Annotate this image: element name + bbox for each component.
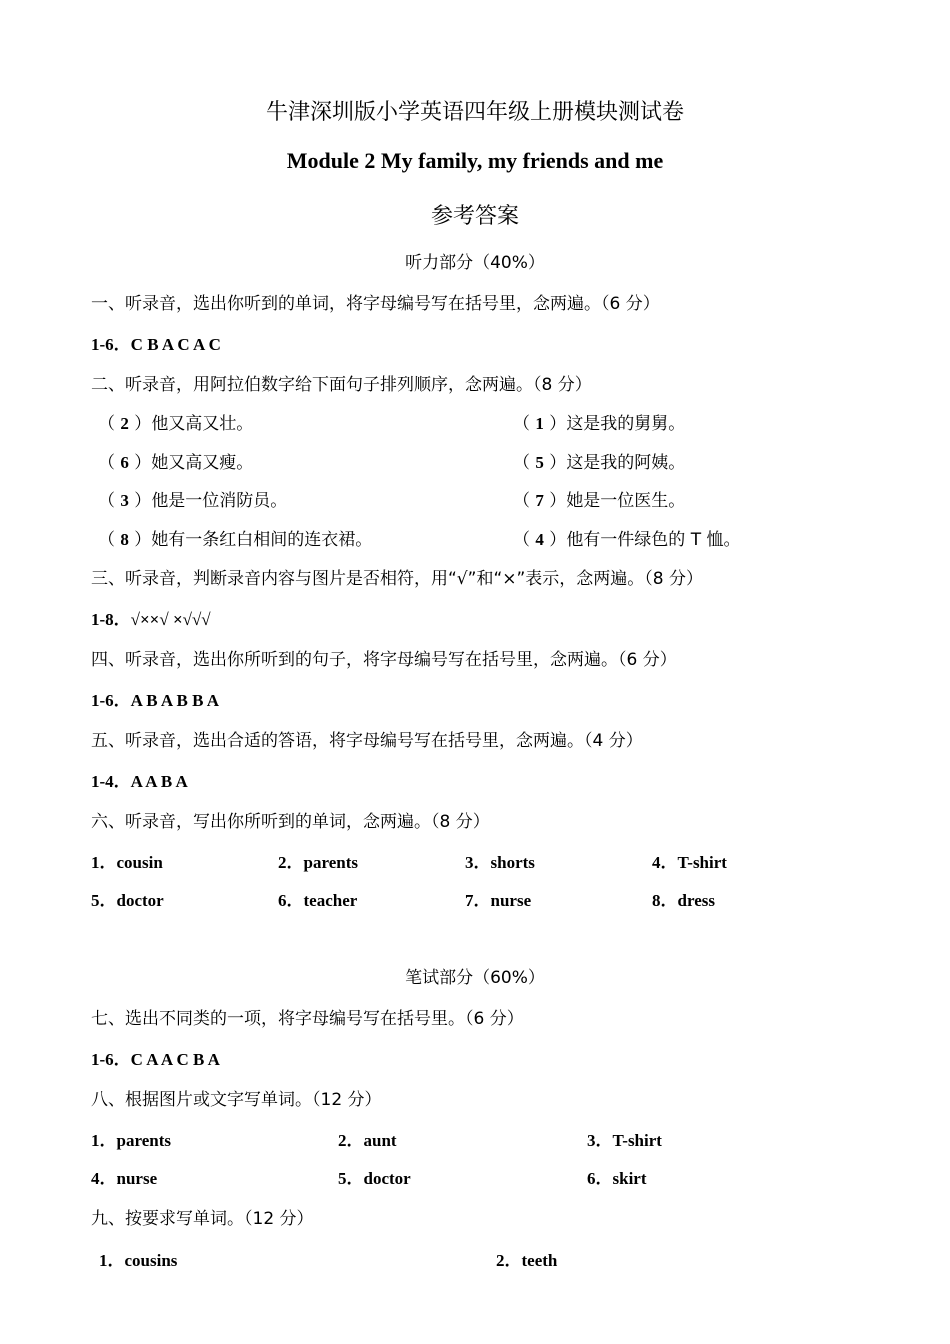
- q7-answer: 1-6．C A A C B A: [91, 1050, 220, 1069]
- listening-heading: 听力部分（40%）: [405, 253, 545, 273]
- title-cn: 牛津深圳版小学英语四年级上册模块测试卷: [265, 100, 684, 125]
- q6-answer: 5．doctor: [91, 891, 164, 910]
- q2-item-number: 1: [535, 414, 544, 433]
- q2-item-text: 她又高又瘦。: [151, 453, 254, 473]
- q2-item: （ 8 ）她有一条红白相间的连衣裙。: [98, 530, 373, 550]
- q2-item-text: 她是一位医生。: [566, 491, 686, 511]
- q8-answer: 6．skirt: [587, 1169, 647, 1188]
- q2-item-text: 这是我的舅舅。: [566, 414, 686, 434]
- q2-item-number: 6: [120, 453, 129, 472]
- q6-answer: 2．parents: [278, 853, 358, 872]
- q8-answer: 2．aunt: [338, 1131, 397, 1150]
- q6-answer: 4．T-shirt: [652, 853, 727, 872]
- q2-item-number: 2: [120, 414, 129, 433]
- q2-prompt: 二、听录音，用阿拉伯数字给下面句子排列顺序，念两遍。（8 分）: [91, 375, 592, 395]
- q4-answer: 1-6．A B A B B A: [91, 691, 220, 710]
- q2-item-number: 3: [120, 491, 129, 510]
- q8-answer: 3．T-shirt: [587, 1131, 662, 1150]
- q8-prompt: 八、根据图片或文字写单词。（12 分）: [91, 1090, 382, 1110]
- q2-item-number: 5: [535, 453, 544, 472]
- q2-item: （ 4 ）他有一件绿色的 T 恤。: [513, 530, 741, 550]
- q7-prompt: 七、选出不同类的一项，将字母编号写在括号里。（6 分）: [91, 1009, 524, 1029]
- q5-answer: 1-4．A A B A: [91, 772, 188, 791]
- q5-prompt: 五、听录音，选出合适的答语，将字母编号写在括号里，念两遍。（4 分）: [91, 731, 643, 751]
- q2-item: （ 5 ）这是我的阿姨。: [513, 453, 686, 473]
- q2-item-number: 4: [535, 530, 544, 549]
- q2-item-text: 他有一件绿色的 T 恤。: [566, 530, 741, 550]
- title-en: Module 2 My family, my friends and me: [286, 148, 664, 173]
- q4-prompt: 四、听录音，选出你所听到的句子，将字母编号写在括号里，念两遍。（6 分）: [91, 650, 677, 670]
- q1-prompt: 一、听录音，选出你听到的单词，将字母编号写在括号里，念两遍。（6 分）: [91, 294, 660, 314]
- q6-answer: 8．dress: [652, 891, 715, 910]
- q2-item-text: 他又高又壮。: [151, 414, 254, 434]
- q2-item-text: 这是我的阿姨。: [566, 453, 686, 473]
- q2-item: （ 2 ）他又高又壮。: [98, 414, 254, 434]
- q6-prompt: 六、听录音，写出你所听到的单词，念两遍。（8 分）: [91, 812, 490, 832]
- q2-item-text: 他是一位消防员。: [151, 491, 288, 511]
- q2-item: （ 1 ）这是我的舅舅。: [513, 414, 686, 434]
- q6-answer: 1．cousin: [91, 853, 163, 872]
- q2-item: （ 6 ）她又高又瘦。: [98, 453, 254, 473]
- q2-item: （ 3 ）他是一位消防员。: [98, 491, 288, 511]
- writing-heading: 笔试部分（60%）: [405, 968, 545, 988]
- subtitle: 参考答案: [430, 204, 519, 229]
- q9-prompt: 九、按要求写单词。（12 分）: [91, 1209, 314, 1229]
- q1-answer: 1-6．C B A C A C: [91, 335, 221, 354]
- q8-answer: 1．parents: [91, 1131, 171, 1150]
- q9-answer: 1．cousins: [99, 1251, 178, 1270]
- q3-prompt: 三、听录音，判断录音内容与图片是否相符，用“√”和“×”表示，念两遍。（8 分）: [91, 569, 704, 589]
- q6-answer: 6．teacher: [278, 891, 358, 910]
- q9-answer: 2．teeth: [496, 1251, 558, 1270]
- q2-item: （ 7 ）她是一位医生。: [513, 491, 686, 511]
- q2-item-number: 7: [535, 491, 544, 510]
- q6-answer: 3．shorts: [465, 853, 535, 872]
- q8-answer: 4．nurse: [91, 1169, 158, 1188]
- q8-answer: 5．doctor: [338, 1169, 411, 1188]
- q2-item-text: 她有一条红白相间的连衣裙。: [151, 530, 373, 550]
- q6-answer: 7．nurse: [465, 891, 532, 910]
- q2-item-number: 8: [120, 530, 129, 549]
- q3-answer: 1-8．√××√ ×√√√: [91, 610, 211, 629]
